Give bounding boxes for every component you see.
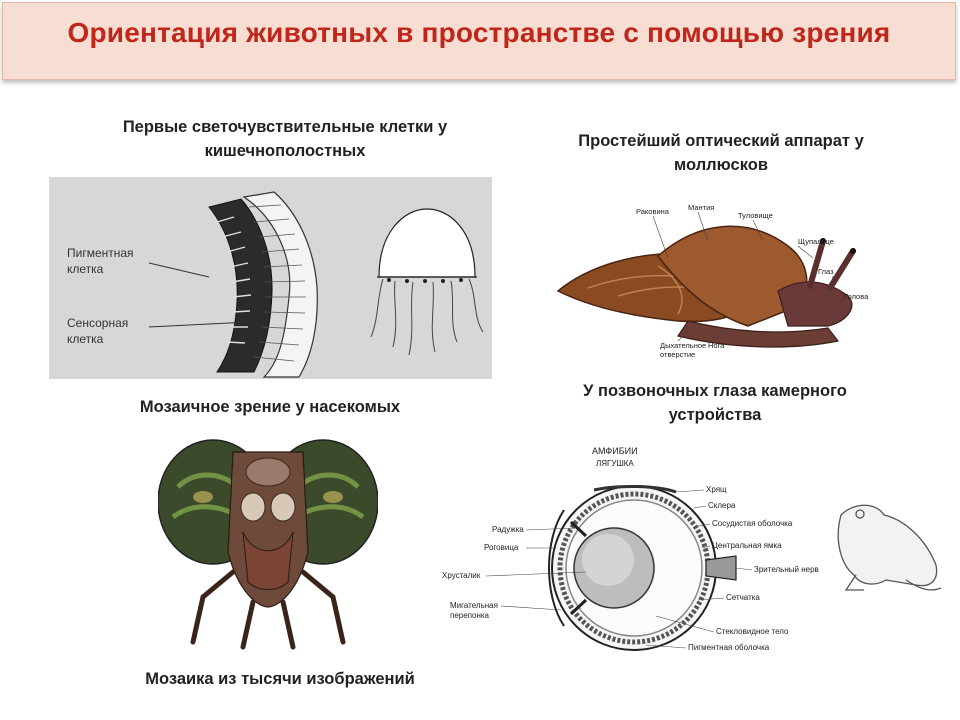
label-sclera: Склера	[708, 501, 736, 510]
label-pigment-2: клетка	[67, 262, 104, 276]
label-fovea: Центральная ямка	[712, 541, 782, 550]
caption-insects	[80, 396, 460, 420]
frog-eye-figure	[436, 440, 946, 660]
slide-title: Ориентация животных в пространстве с помощью зрения	[67, 17, 891, 48]
hydra-jellyfish-figure	[49, 177, 492, 379]
caption-coelenterates-line1: Первые светочувствительные клетки у	[122, 118, 448, 136]
caption-coelenterates-line2: кишечнополостных	[204, 141, 366, 160]
label-mantle-fold: Раковина	[636, 207, 669, 216]
ocelli-area	[246, 458, 290, 486]
label-body: Туловище	[738, 211, 773, 220]
lens-highlight	[582, 534, 634, 586]
frog-eye-svg	[436, 440, 946, 660]
label-cartilage: Хрящ	[706, 485, 727, 494]
hydra-svg	[49, 177, 492, 379]
snail-eye-right	[850, 248, 856, 254]
label-mantle: Мантия	[688, 203, 715, 212]
pigment-leader-line	[149, 263, 209, 277]
label-lens: Хрусталик	[442, 571, 481, 580]
caption-vertebrates	[500, 380, 930, 428]
frog-eye-header-1: АМФИБИИ	[592, 446, 638, 456]
optic-nerve	[706, 556, 736, 580]
caption-insects-line1: Мозаичное зрение у насекомых	[139, 398, 401, 416]
label-eye: Глаз	[818, 267, 834, 276]
label-sensory-1: Сенсорная	[67, 316, 129, 330]
snail-svg	[548, 196, 920, 372]
label-iris: Радужка	[492, 525, 524, 534]
label-sensory-2: клетка	[67, 332, 104, 346]
caption-mollusks-line1: Простейший оптический аппарат у	[578, 132, 864, 150]
label-head: Голова	[844, 292, 869, 301]
title-bar	[2, 2, 956, 80]
caption-mollusks	[516, 130, 926, 178]
pigment-cells-column	[209, 199, 272, 372]
caption-vertebrates-line1: У позвоночных глаза камерного	[583, 382, 847, 400]
frog-outline	[838, 505, 941, 590]
label-retina: Сетчатка	[726, 593, 760, 602]
caption-mollusks-line2: моллюсков	[674, 155, 768, 174]
label-breathing-2: отверстие	[660, 350, 696, 359]
snail-figure	[548, 196, 920, 372]
label-pigment-layer: Пигментная оболочка	[688, 643, 770, 652]
caption-mosaic	[80, 668, 480, 692]
caption-mosaic-line1: Мозаика из тысячи изображений	[145, 670, 415, 688]
caption-coelenterates	[60, 116, 510, 164]
caption-vertebrates-line2: устройства	[668, 405, 762, 424]
label-nictitating-2: перепонка	[450, 611, 490, 620]
label-nictitating-1: Мигательная	[450, 601, 498, 610]
label-pigment-1: Пигментная	[67, 246, 134, 260]
label-tentacle: Щупальце	[798, 237, 834, 246]
jellyfish-illustration	[371, 209, 483, 355]
frog-eye-header-2: ЛЯГУШКА	[596, 459, 634, 468]
label-cornea: Роговица	[484, 543, 519, 552]
label-vitreous: Стекловидное тело	[716, 627, 789, 636]
antenna-base-left	[241, 493, 265, 521]
label-optic-nerve: Зрительный нерв	[754, 565, 819, 574]
antenna-base-right	[271, 493, 295, 521]
label-foot: Нога	[708, 341, 725, 350]
label-breathing-1: Дыхательное	[660, 341, 707, 350]
tentacle-left	[810, 241, 823, 286]
fly-head-figure	[158, 432, 378, 654]
fly-head-svg	[158, 432, 378, 654]
head	[778, 282, 852, 326]
label-choroid: Сосудистая оболочка	[712, 519, 793, 528]
